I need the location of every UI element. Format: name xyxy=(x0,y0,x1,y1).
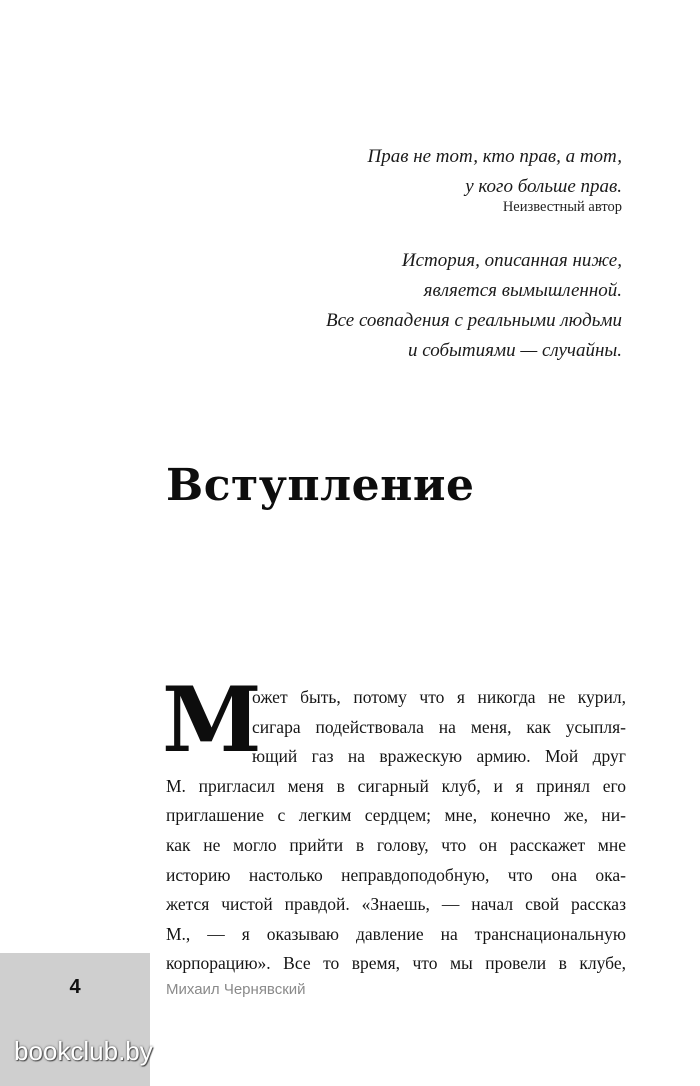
body-line: приглашение с легким сердцем; мне, конечно же, ни- xyxy=(166,805,626,826)
watermark: bookclub.by xyxy=(14,1036,153,1066)
epigraph-line: Прав не тот, кто прав, а тот, xyxy=(367,146,622,167)
disclaimer-line: и событиями — случайны. xyxy=(408,340,622,361)
body-line: корпорацию». Все то время, что мы провели в клубе, xyxy=(166,953,626,974)
epigraph-author: Неизвестный автор xyxy=(502,199,622,215)
disclaimer-line: является вымышленной. xyxy=(423,280,622,301)
body-line: ожет быть, потому что я никогда не курил, xyxy=(252,687,626,707)
body-line: сигара подействовала на меня, как усыпля- xyxy=(252,716,626,737)
running-footer-author: Михаил Чернявский xyxy=(166,981,306,998)
disclaimer-line: История, описанная ниже, xyxy=(401,250,622,271)
disclaimer-line: Все совпадения с реальными людьми xyxy=(326,310,622,331)
chapter-title: Вступление xyxy=(166,460,475,511)
disclaimer xyxy=(326,246,622,366)
body-line: как не могло прийти в голову, что он расскажет мне xyxy=(166,834,626,855)
epigraph-quote xyxy=(367,142,622,202)
body-line: ющий газ на вражескую армию. Мой друг xyxy=(252,746,626,767)
body-line: М., — я оказываю давление на транснациональную xyxy=(166,923,626,944)
body-line: историю настолько неправдоподобную, что она ока- xyxy=(166,864,626,885)
epigraph-line: у кого больше прав. xyxy=(465,176,622,197)
page-number: 4 xyxy=(69,976,81,998)
body-line: жется чистой правдой. «Знаешь, — начал свой рассказ xyxy=(166,894,626,915)
body-line: М. пригласил меня в сигарный клуб, и я принял его xyxy=(166,775,626,796)
drop-cap: М xyxy=(162,667,262,773)
body-paragraph xyxy=(162,667,626,979)
